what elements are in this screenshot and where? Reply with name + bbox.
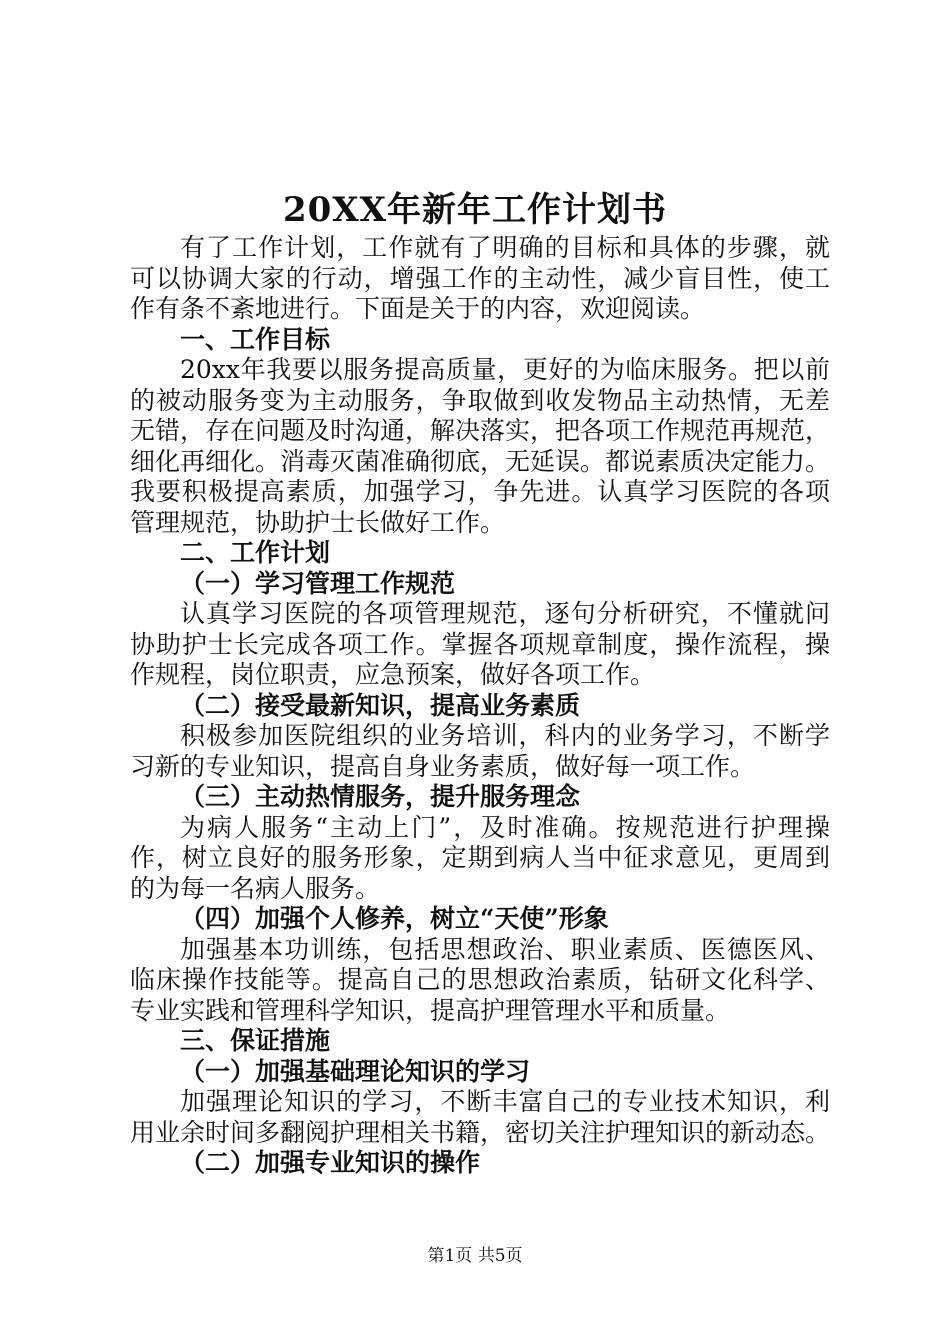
section-heading: 三、保证措施 bbox=[180, 1026, 331, 1055]
paragraph-line: 20xx年我要以服务提高质量，更好的为临床服务。把以前 bbox=[180, 355, 830, 384]
subsection-heading: （四）加强个人修养，树立“天使”形象 bbox=[180, 904, 609, 933]
subsection-heading: （二）接受最新知识，提高业务素质 bbox=[180, 690, 581, 720]
paragraph-line: 加强基本功训练，包括思想政治、职业素质、医德医风、 bbox=[180, 934, 830, 964]
paragraph-line: 用业余时间多翻阅护理相关书籍，密切关注护理知识的新动态。 bbox=[130, 1117, 830, 1147]
subsection-heading: （二）加强专业知识的操作 bbox=[180, 1148, 481, 1177]
subsection-heading: （一）加强基础理论知识的学习 bbox=[180, 1056, 531, 1086]
section-heading: 一、工作目标 bbox=[180, 324, 331, 354]
document-title: 20XX年新年工作计划书 bbox=[282, 190, 668, 230]
paragraph-line: 我要积极提高素质，加强学习，争先进。认真学习医院的各项 bbox=[130, 477, 830, 506]
subsection-heading: （一）学习管理工作规范 bbox=[180, 568, 456, 598]
subsection-heading: （三）主动热情服务，提升服务理念 bbox=[180, 782, 581, 811]
paragraph-line: 作规程，岗位职责，应急预案，做好各项工作。 bbox=[130, 660, 656, 689]
paragraph-line: 专业实践和管理科学知识，提高护理管理水平和质量。 bbox=[130, 995, 731, 1025]
paragraph-line: 认真学习医院的各项管理规范，逐句分析研究，不懂就问 bbox=[180, 599, 830, 628]
page-footer: 第1页 共5页 bbox=[427, 1246, 523, 1266]
paragraph-line: 无错，存在问题及时沟通，解决落实，把各项工作规范再规范， bbox=[130, 416, 830, 445]
paragraph-line: 作有条不紊地进行。下面是关于的内容，欢迎阅读。 bbox=[130, 294, 706, 323]
paragraph-line: 的为每一名病人服务。 bbox=[130, 873, 381, 903]
paragraph-line: 习新的专业知识，提高自身业务素质，做好每一项工作。 bbox=[130, 751, 756, 781]
paragraph-line: 临床操作技能等。提高自己的思想政治素质，钻研文化科学、 bbox=[130, 965, 830, 994]
paragraph-line: 积极参加医院组织的业务培训，科内的业务学习，不断学 bbox=[180, 721, 830, 750]
paragraph-line: 加强理论知识的学习，不断丰富自己的专业技术知识，利 bbox=[180, 1087, 830, 1116]
paragraph-line: 的被动服务变为主动服务，争取做到收发物品主动热情，无差 bbox=[130, 385, 830, 415]
paragraph-line: 可以协调大家的行动，增强工作的主动性，减少盲目性，使工 bbox=[130, 263, 830, 293]
paragraph-line: 作，树立良好的服务形象，定期到病人当中征求意见，更周到 bbox=[130, 843, 830, 872]
section-heading: 二、工作计划 bbox=[180, 538, 331, 567]
paragraph-line: 协助护士长完成各项工作。掌握各项规章制度，操作流程，操 bbox=[130, 629, 830, 659]
document-body bbox=[130, 233, 830, 1179]
paragraph-line: 为病人服务“主动上门”，及时准确。按规范进行护理操 bbox=[180, 812, 830, 842]
paragraph-line: 有了工作计划，工作就有了明确的目标和具体的步骤，就 bbox=[180, 233, 830, 262]
paragraph-line: 细化再细化。消毒灭菌准确彻底，无延误。都说素质决定能力。 bbox=[130, 446, 830, 476]
paragraph-line: 管理规范，协助护士长做好工作。 bbox=[130, 507, 506, 537]
